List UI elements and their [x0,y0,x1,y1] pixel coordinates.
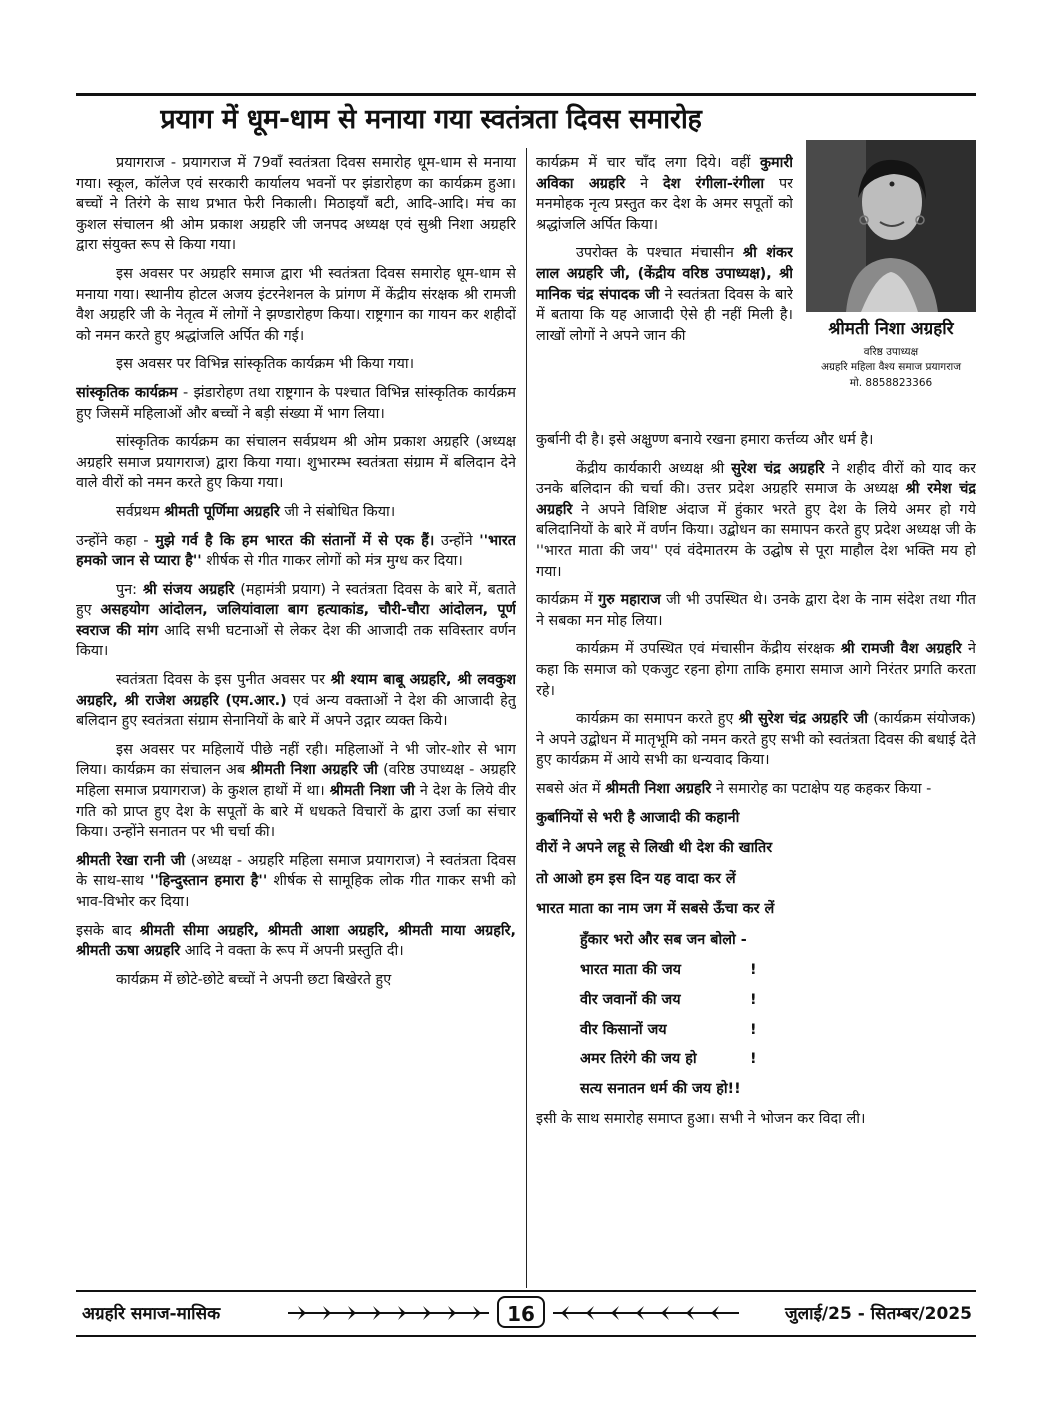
bold-text: श्रीमती पूर्णिमा अग्रहरि [164,503,280,520]
poem-line: वीरों ने अपने लहू से लिखी थी देश की खातिर [536,840,773,857]
paragraph [536,153,793,235]
caption-phone: मो. 8858823366 [849,377,933,389]
text: सबसे अंत में [536,780,606,797]
text: (वरिष्ठ उपाध्यक्ष - अग्रहरि महिला समाज प्रयागराज) के कुशल हाथों में था। [76,762,516,800]
paragraph: इस अवसर पर विभिन्न सांस्कृतिक कार्यक्रम भी किया गया। [116,356,415,373]
paragraph [536,459,976,583]
text: जी ने संबोधित किया। [279,503,396,520]
text: ने कहा कि समाज को एकजुट रहना होगा ताकि हमारा समाज आगे निरंतर प्रगति करता रहे। [536,641,976,699]
text: ने स्वतंत्रता दिवस के बारे में बताया कि यह आजादी ऐसे ही नहीं मिली है। लाखों लोगों ने अपने जान की [536,286,793,344]
text: कार्यक्रम में चार चाँद लगा दिये। वहीं [536,155,760,171]
poem-line: भारत माता का नाम जग में सबसे ऊँचा कर लें [536,901,775,918]
bold-text: सांस्कृतिक कार्यक्रम [76,384,178,401]
poem-line: कुर्बानियों से भरी है आजादी की कहानी [536,809,740,826]
bold-text: देश रंगीला-रंगीला [662,175,765,192]
bold-text: मुझे गर्व है कि हम भारत की संतानों में से एक हैं। [155,532,435,549]
text: आदि सभी घटनाओं से लेकर देश की आजादी तक सविस्तार वर्णन किया। [76,622,516,660]
text: कार्यक्रम में [536,592,599,609]
caption-name: श्रीमती निशा अग्रहरि [828,319,954,339]
text: पर मनमोहक नृत्य प्रस्तुत कर देश के अमर सपूतों को श्रद्धांजलि अर्पित किया। [536,175,793,233]
bold-text: ''हिन्दुस्तान हमारा है'' [150,873,268,890]
bold-text: सुरेश चंद्र अग्रहरि [731,460,825,477]
text: कार्यक्रम का समापन करते हुए [576,711,739,728]
paragraph [536,639,976,701]
paragraph [536,590,976,631]
paragraph: प्रयागराज - प्रयागराज में 79वाँ स्वतंत्रता दिवस समारोह धूम-धाम से मनाया गया। स्कूल, कॉलेज एवं सरकारी कार्यालय भवनों पर झंडारोहण का कार्यक्रम हुआ। बच्चों ने तिरंगे के साथ प्रभात फेरी निकाली। मिठाइयाँ बटी, आदि-आदि। मंच का कुशल संचालन श्री ओम प्रकाश अग्रहरि जी जनपद अध्यक्ष एवं सुश्री निशा अग्रहरि द्वारा संयुक्त रूप से किया गया। [76,155,516,254]
text: शीर्षक से गीत गाकर लोगों को मंत्र मुग्ध कर दिया। [201,553,463,570]
headline: प्रयाग में धूम-धाम से मनाया गया स्वतंत्रता दिवस समारोह [160,104,702,135]
text: (अध्यक्ष - अग्रहरि महिला समाज प्रयागराज) ने स्वतंत्रता दिवस के साथ-साथ [76,852,516,890]
right-top-column [536,153,793,450]
text: इसके बाद [76,922,140,939]
right-bottom-column [536,430,976,1290]
text: (महामंत्री प्रयाग) ने स्वतंत्रता दिवस के बारे में, बताते हुए [76,581,516,619]
text: केंद्रीय कार्यकारी अध्यक्ष श्री [576,460,732,477]
bold-text: श्री श्याम बाबू अग्रहरि, श्री लवकुश अग्रहरि, श्री राजेश अग्रहरि (एम.आर.) [76,672,516,709]
text: ने देश के लिये वीर गति को प्राप्त हुए देश के सपूतों के बारे में धधकते विचारों के द्वारा उर्जा का संचार किया। उन्होंने सनातन पर भी चर्चा की। [76,783,516,841]
text: आदि ने वक्ता के रूप में अपनी प्रस्तुति दी। [180,943,404,960]
text: सर्वप्रथम [116,503,165,520]
bold-text: श्रीमती रेखा रानी जी [76,852,186,869]
paragraph [76,580,516,662]
caption-org: अग्रहरि महिला वैश्य समाज प्रयागराज [820,361,962,373]
paragraph [76,670,516,732]
paragraph: कुर्बानी दी है। इसे अक्षुण्ण बनाये रखना हमारा कर्त्तव्य और धर्म है। [536,432,874,448]
paragraph [76,851,516,913]
paragraph [536,709,976,771]
slogan-mark: ! [750,1051,757,1068]
poem-line: तो आओ हम इस दिन यह वादा कर लें [536,870,736,887]
bold-text: श्री रमेश चंद्र अग्रहरि [536,481,976,518]
paragraph [76,740,516,843]
text: शीर्षक से सामूहिक लोक गीत गाकर सभी को भाव-विभोर कर दिया। [76,873,516,910]
text: पुन: [116,581,143,598]
slogan-row [580,1020,976,1041]
text: उन्होंने [434,532,480,549]
text: (कार्यक्रम संयोजक) ने अपने उद्बोधन में मातृभूमि को नमन करते हुए सभी को स्वतंत्रता दिवस की बधाई देते हुए कार्यक्रम में आये सभी का धन्यवाद किया। [536,711,976,769]
bold-text: असहयोग आंदोलन, जलियांवाला बाग हत्याकांड, चौरी-चौरा आंदोलन, पूर्ण स्वराज की मांग [76,602,516,639]
text: ने [625,175,663,192]
text: जी भी उपस्थित थे। उनके द्वारा देश के नाम संदेश तथा गीत ने सबका मन मोह लिया। [536,592,976,629]
bold-text: श्रीमती निशा अग्रहरि [605,780,712,797]
top-rule [76,93,976,96]
slogan-mark: ! [750,992,757,1009]
bold-text: कुमारी अविका अग्रहरि [536,155,793,192]
text: - झंडारोहण तथा राष्ट्रगान के पश्चात विभिन्न सांस्कृतिक कार्यक्रम हुए जिसमें महिलाओं और बच्चों ने बड़ी संख्या में भाग लिया। [76,384,516,422]
slogan-text: अमर तिरंगे की जय हो [580,1051,697,1068]
text: उन्होंने कहा - [76,532,156,549]
bold-text: श्रीमती सीमा अग्रहरि, श्रीमती आशा अग्रहरि, श्रीमती माया अग्रहरि, श्रीमती ऊषा अग्रहरि [76,922,516,960]
bold-text: श्री रामजी वैश अग्रहरि [840,641,962,658]
vine-ornament-right-icon [551,1303,741,1323]
paragraph [76,502,516,523]
left-column [76,153,516,1283]
bold-text: श्री सुरेश चंद्र अग्रहरि जी [738,711,869,728]
paragraph [536,779,976,800]
footer-rule-bottom [76,1335,976,1337]
bold-text: श्रीमती निशा जी [329,783,415,800]
footer-rule-top [76,1290,976,1292]
bold-text: श्रीमती निशा अग्रहरि जी [250,762,378,779]
portrait-photo [806,140,976,312]
paragraph [536,243,793,346]
bold-text: ''भारत हमको जान से प्यारा है'' [76,532,516,570]
column-divider [526,148,527,1288]
text: ने अपने विशिष्ट अंदाज में हुंकार भरते हुए देश के लिये अमर हो गये बलिदानियों के बारे में वर्णन किया। उद्बोधन का समापन करते हुए प्रदेश अध्यक्ष जी के ''भारत माता की जय'' एवं वंदेमातरम के उद्घोष से पूरा माहौल देश भक्ति मय हो गया। [536,501,976,580]
bold-text: श्री शंकर लाल अग्रहरि जी, (केंद्रीय वरिष्ठ उपाध्यक्ष), श्री मानिक चंद्र संपादक जी [536,245,793,303]
magazine-name: अग्रहरि समाज-मासिक [82,1304,221,1324]
caption-role: वरिष्ठ उपाध्यक्ष [863,346,919,358]
issue-date: जुलाई/25 - सितम्बर/2025 [785,1304,972,1324]
poem [536,808,976,920]
slogan-row [580,1049,976,1070]
vine-ornament-left-icon [286,1303,491,1323]
paragraph [76,921,516,962]
text: कार्यक्रम में उपस्थित एवं मंचासीन केंद्रीय संरक्षक [576,641,841,658]
slogan-mark: ! [750,962,757,979]
footer [76,1296,976,1330]
paragraph [76,383,516,424]
paragraph: कार्यक्रम में छोटे-छोटे बच्चों ने अपनी छटा बिखेरते हुए [116,971,392,988]
text: इस अवसर पर महिलायें पीछे नहीं रही। महिलाओं ने भी जोर-शोर से भाग लिया। कार्यक्रम का संचालन अब [76,741,516,779]
portrait-illustration [806,140,976,312]
call-line: हुँकार भरो और सब जन बोलो - [580,931,747,948]
slogan-row [580,960,976,981]
paragraph: इस अवसर पर अग्रहरि समाज द्वारा भी स्वतंत्रता दिवस समारोह धूम-धाम से मनाया गया। स्थानीय होटल अजय इंटरनेशनल के प्रांगण में केंद्रीय संरक्षक श्री रामजी वैश अग्रहरि जी के नेतृत्व में लोगों ने झण्डारोहण किया। राष्ट्रगान का गायन कर शहीदों को नमन करते हुए श्रद्धांजलि अर्पित की गई। [76,265,516,344]
bold-text: श्री संजय अग्रहरि [142,581,235,598]
page-number: 16 [497,1296,545,1328]
paragraph: सांस्कृतिक कार्यक्रम का संचालन सर्वप्रथम श्री ओम प्रकाश अग्रहरि (अध्यक्ष अग्रहरि समाज प्रयागराज) द्वारा किया गया। शुभारम्भ स्वतंत्रता संग्राम में बलिदान देने वाले वीरों को नमन करते हुए किया गया। [76,434,516,492]
text: ने समारोह का पटाक्षेप यह कहकर किया - [711,780,932,797]
slogan-mark: ! [750,1021,757,1038]
slogan-text: वीर किसानों जय [580,1021,667,1038]
text: ने शहीद वीरों को याद कर उनके बलिदान की चर्चा की। उत्तर प्रदेश अग्रहरि समाज के अध्यक्ष [536,460,976,498]
closing-line: इसी के साथ समारोह समाप्त हुआ। सभी ने भोजन कर विदा ली। [536,1111,866,1128]
slogan-text: वीर जवानों की जय [580,992,681,1009]
slogan-row [580,990,976,1011]
final-slogan: सत्य सनातन धर्म की जय हो!! [580,1080,741,1097]
bold-text: गुरु महाराज [598,592,661,609]
text: एवं अन्य वक्ताओं ने देश की आजादी हेतु बलिदान हुए स्वतंत्रता संग्राम सेनानियों के बारे में अपने उद्गार व्यक्त किये। [76,692,516,730]
text: स्वतंत्रता दिवस के इस पुनीत अवसर पर [116,672,331,689]
paragraph [76,531,516,572]
text: उपरोक्त के पश्चात मंचासीन [576,245,743,262]
slogan-text: भारत माता की जय [580,962,682,979]
